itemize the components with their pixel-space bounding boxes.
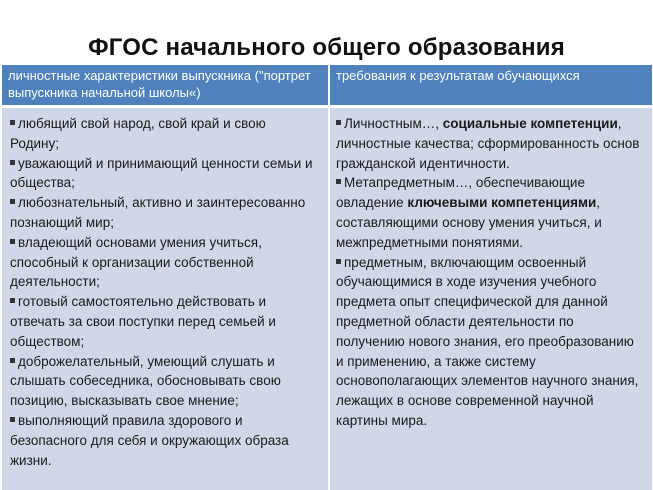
list-item-text: доброжелательный, умеющий слушать и слышать собеседника, обосновывать свою позицию, высказывать свое мнение; xyxy=(10,353,281,409)
list-item-text: уважающий и принимающий ценности семьи и общества; xyxy=(10,155,313,191)
list-item-text: готовый самостоятельно действовать и отвечать за свои поступки перед семьей и обществом; xyxy=(10,294,276,349)
body-cell-requirements xyxy=(330,108,652,490)
list-item-text: любознательный, активно и заинтересованно познающий мир; xyxy=(10,195,306,230)
comparison-table xyxy=(2,65,652,490)
slide-title: ФГОС начального общего образования xyxy=(88,34,565,61)
list-item-text-bold: ключевыми компетенциями xyxy=(407,195,597,211)
list-item xyxy=(10,292,318,351)
list-item-text: владеющий основами умения учиться, способный к организации собственной деятельности; xyxy=(10,234,262,290)
list-item-text-pre: Метапредметным…, обеспечивающие овладение xyxy=(336,175,585,211)
bullet-icon xyxy=(10,298,15,303)
list-item xyxy=(10,114,318,154)
bullet-icon xyxy=(10,239,15,244)
body-cell-portrait xyxy=(2,108,330,490)
header-cell-requirements: требования к результатам обучающихся xyxy=(330,65,652,108)
list-item-text: любящий свой народ, свой край и свою Родину; xyxy=(10,116,266,151)
list-item xyxy=(10,411,318,470)
bullet-icon xyxy=(10,160,15,165)
bullet-icon xyxy=(10,199,15,204)
list-item xyxy=(336,253,644,431)
bullet-icon xyxy=(336,259,341,264)
list-item-text-post: , личностные качества; сформированность основ гражданской идентичности. xyxy=(336,116,640,171)
list-item xyxy=(10,352,318,411)
header-cell-portrait: личностные характеристики выпускника ("портрет выпускника начальной школы«) xyxy=(2,65,330,108)
list-item-text-pre: Личностным…, xyxy=(344,116,443,131)
list-item xyxy=(10,193,318,233)
list-item-text-pre: предметным, включающим освоенный обучающимися в ходе изучения учебного предмета опыт специфической для данной предметной области деятельности по получению нового знания, его преобразованию и применению, а также систему основополагающих элементов научного знания, лежащих в основе современной научной картины мира. xyxy=(336,254,639,428)
list-item-text: выполняющий правила здорового и безопасного для себя и окружающих образа жизни. xyxy=(10,412,289,468)
list-item xyxy=(10,233,318,292)
bullet-icon xyxy=(10,120,15,125)
list-item-text-bold: социальные компетенции xyxy=(442,116,618,131)
bullet-icon xyxy=(10,417,15,422)
bullet-icon xyxy=(336,120,341,125)
list-item xyxy=(10,154,318,194)
bullet-icon xyxy=(10,358,15,363)
list-item xyxy=(336,114,644,173)
bullet-icon xyxy=(336,179,341,184)
list-item-text-post: , составляющими основу умения учиться, и межпредметными понятиями. xyxy=(336,195,602,250)
list-item xyxy=(336,173,644,252)
